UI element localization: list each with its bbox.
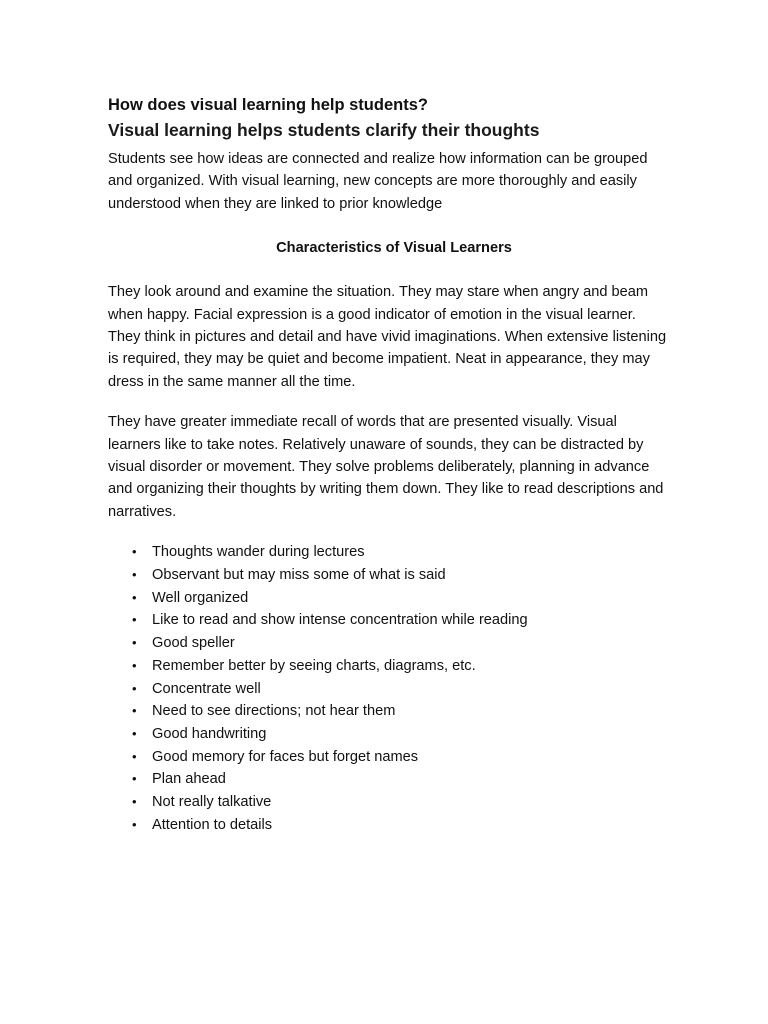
bullet-icon: • (132, 725, 137, 741)
intro-paragraph: Students see how ideas are connected and realize how information can be grouped and organized. With visual learning, new concepts are more thoroughly and easily understood when they are linked to prior knowledge (108, 151, 648, 212)
bullet-icon: • (132, 635, 137, 651)
list-item (132, 768, 668, 791)
list-item (132, 723, 668, 746)
list-item (132, 678, 668, 701)
list-item-text: Thoughts wander during lectures (152, 544, 365, 561)
list-item (132, 587, 668, 610)
bullet-icon: • (132, 657, 137, 673)
list-item-text: Plan ahead (152, 771, 226, 788)
list-item (132, 632, 668, 655)
bullet-icon: • (132, 771, 137, 787)
bullet-icon: • (132, 703, 137, 719)
section-heading: Characteristics of Visual Learners (276, 240, 512, 257)
list-item (132, 541, 668, 564)
bullet-icon: • (132, 544, 137, 560)
list-item (132, 564, 668, 587)
list-item-text: Need to see directions; not hear them (152, 703, 396, 720)
document-page (108, 94, 668, 836)
list-item (132, 655, 668, 678)
list-item-text: Remember better by seeing charts, diagrams, etc. (152, 657, 476, 674)
body-paragraph-2: They have greater immediate recall of words that are presented visually. Visual learners like to take notes. Relatively unaware of sounds, they can be distracted by visual disorder or movement. They solve problems deliberately, planning in advance and organizing their thoughts by writing them down. They like to read descriptions and narratives. (108, 414, 664, 520)
list-item (132, 814, 668, 837)
document-title: How does visual learning help students? (108, 96, 428, 114)
bullet-icon: • (132, 589, 137, 605)
list-item-text: Attention to details (152, 816, 273, 833)
document-subtitle: Visual learning helps students clarify their thoughts (108, 120, 540, 140)
list-item-text: Good speller (152, 635, 235, 652)
bullet-icon: • (132, 816, 137, 832)
list-item-text: Concentrate well (152, 680, 261, 697)
list-item-text: Observant but may miss some of what is said (152, 566, 446, 583)
characteristics-list (108, 541, 668, 836)
list-item-text: Good handwriting (152, 725, 267, 742)
bullet-icon: • (132, 794, 137, 810)
list-item (132, 700, 668, 723)
bullet-icon: • (132, 612, 137, 628)
list-item (132, 609, 668, 632)
bullet-icon: • (132, 566, 137, 582)
list-item-text: Like to read and show intense concentration while reading (152, 612, 528, 629)
list-item-text: Not really talkative (152, 794, 272, 811)
body-paragraph-1: They look around and examine the situation. They may stare when angry and beam when happy. Facial expression is a good indicator of emotion in the visual learner. They think in pictures and detail and have vivid imaginations. When extensive listening is required, they may be quiet and become impatient. Neat in appearance, they may dress in the same manner all the time. (108, 284, 667, 390)
list-item-text: Good memory for faces but forget names (152, 748, 419, 765)
list-item (132, 791, 668, 814)
bullet-icon: • (132, 748, 137, 764)
bullet-icon: • (132, 680, 137, 696)
list-item (132, 746, 668, 769)
list-item-text: Well organized (152, 589, 249, 606)
